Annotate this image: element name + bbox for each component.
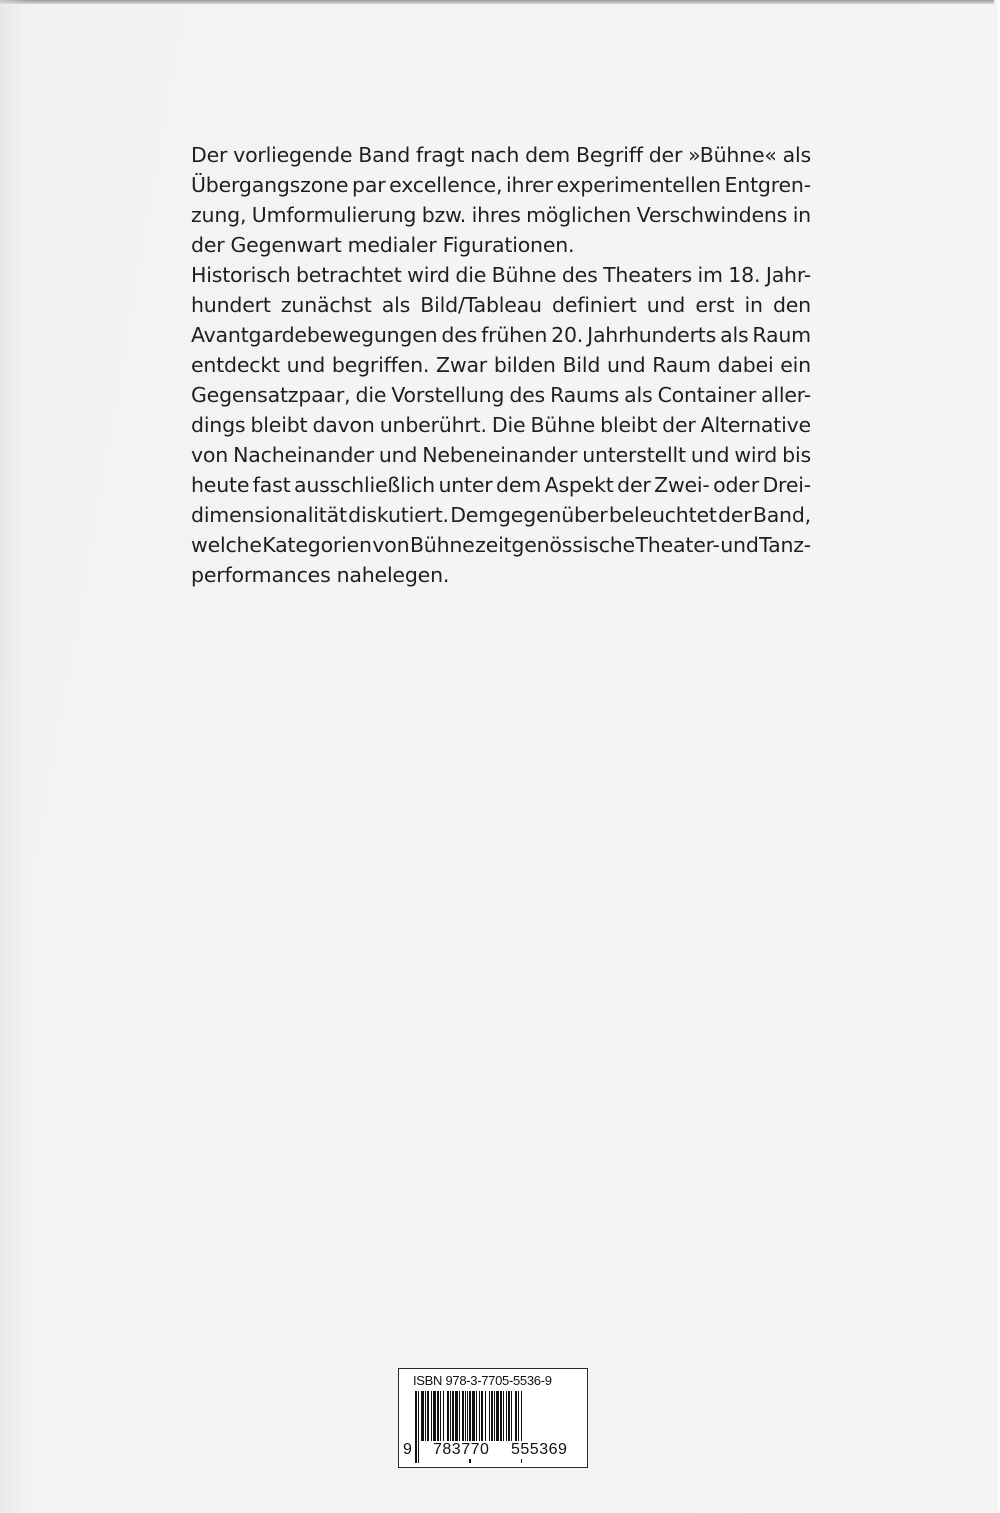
blurb-word: bleibt bbox=[600, 413, 658, 437]
blurb-word: diskutiert. bbox=[348, 503, 449, 527]
barcode-bar bbox=[425, 1391, 426, 1441]
blurb-word: und bbox=[690, 443, 730, 467]
blurb-word: Bild/Tableau bbox=[420, 293, 542, 317]
blurb-word: dabei bbox=[717, 353, 774, 377]
blurb-word: der bbox=[662, 413, 696, 437]
blurb-word: der bbox=[617, 473, 651, 497]
blurb-word: vorliegende bbox=[233, 143, 353, 167]
blurb-word: Aspekt bbox=[544, 473, 614, 497]
blurb-word: und bbox=[378, 443, 418, 467]
blurb-line bbox=[191, 140, 811, 170]
barcode-bar bbox=[494, 1391, 495, 1441]
blurb-word: von bbox=[372, 533, 410, 557]
blurb-word: Tanz- bbox=[759, 533, 811, 557]
blurb-word: unberührt. bbox=[379, 413, 487, 437]
barcode-bar bbox=[440, 1391, 441, 1441]
blurb-line bbox=[191, 320, 811, 350]
blurb-line bbox=[191, 230, 811, 260]
blurb-line bbox=[191, 470, 811, 500]
blurb-word: Kategorien bbox=[262, 533, 372, 557]
blurb-word: der bbox=[191, 233, 225, 257]
blurb-word: nahelegen. bbox=[336, 563, 450, 587]
blurb-word: experimentellen bbox=[556, 173, 721, 197]
blurb-line bbox=[191, 260, 811, 290]
blurb-word: Bühne bbox=[530, 413, 596, 437]
blurb-word: wird bbox=[734, 443, 778, 467]
barcode-bar bbox=[503, 1391, 504, 1441]
blurb-word: Raum bbox=[652, 353, 711, 377]
barcode-bar bbox=[462, 1391, 464, 1441]
blurb-word: in bbox=[744, 293, 763, 317]
barcode-bar bbox=[437, 1391, 439, 1441]
blurb-word: dem bbox=[525, 143, 571, 167]
blurb-word: erst bbox=[695, 293, 735, 317]
blurb-word: als bbox=[720, 323, 749, 347]
blurb-word: nach bbox=[470, 143, 520, 167]
blurb-word: dem bbox=[496, 473, 542, 497]
blurb-word: der bbox=[718, 503, 752, 527]
blurb-word: Drei- bbox=[762, 473, 811, 497]
blurb-word: ausschließlich bbox=[293, 473, 435, 497]
blurb-word: beleuchtet bbox=[608, 503, 717, 527]
blurb-word: Übergangszone bbox=[191, 173, 349, 197]
blurb-line bbox=[191, 290, 811, 320]
blurb-word: bzw. bbox=[421, 203, 467, 227]
blurb-word: Die bbox=[491, 413, 526, 437]
blurb-word: betrachtet bbox=[295, 263, 402, 287]
blurb-word: und bbox=[646, 293, 686, 317]
blurb-word: Alternative bbox=[700, 413, 811, 437]
blurb-word: Band bbox=[358, 143, 411, 167]
blurb-word: »Bühne« bbox=[688, 143, 777, 167]
blurb-word: entdeckt bbox=[191, 353, 280, 377]
blurb-word: bleibt bbox=[250, 413, 308, 437]
barcode-bar bbox=[431, 1391, 432, 1441]
barcode-bar bbox=[452, 1391, 454, 1441]
barcode-bar bbox=[481, 1391, 483, 1441]
cover-right-edge bbox=[994, 0, 1000, 1513]
blurb-word: ihres bbox=[471, 203, 521, 227]
barcode-bar bbox=[485, 1391, 486, 1441]
blurb-line bbox=[191, 170, 811, 200]
blurb-word: als bbox=[381, 293, 411, 317]
barcode-bar bbox=[500, 1391, 502, 1441]
blurb-line bbox=[191, 530, 811, 560]
blurb-word: Raum bbox=[752, 323, 811, 347]
blurb-word: 18. bbox=[728, 263, 761, 287]
back-cover-blurb bbox=[191, 140, 811, 590]
blurb-word: des bbox=[509, 383, 546, 407]
blurb-word: Bühne bbox=[491, 263, 557, 287]
barcode-bar bbox=[511, 1391, 512, 1441]
cover-left-shading bbox=[0, 0, 28, 1513]
blurb-line bbox=[191, 350, 811, 380]
blurb-word: Begriff bbox=[575, 143, 643, 167]
barcode-bar bbox=[459, 1391, 460, 1441]
blurb-word: Der bbox=[191, 143, 228, 167]
barcode-bar bbox=[506, 1391, 507, 1441]
cover-top-edge bbox=[0, 0, 1000, 4]
blurb-word: heute bbox=[191, 473, 250, 497]
blurb-word: Demgegenüber bbox=[450, 503, 608, 527]
blurb-word: ein bbox=[780, 353, 811, 377]
barcode-bar bbox=[496, 1391, 499, 1441]
barcode-bar bbox=[415, 1391, 417, 1463]
blurb-word: Vorstellung bbox=[391, 383, 505, 407]
barcode-bar bbox=[455, 1391, 458, 1441]
blurb-word: hundert bbox=[191, 293, 271, 317]
blurb-word: unter bbox=[438, 473, 493, 497]
blurb-word: zung, bbox=[191, 203, 247, 227]
blurb-word: oder bbox=[713, 473, 759, 497]
blurb-word: Bühne bbox=[409, 533, 475, 557]
blurb-word: ihrer bbox=[506, 173, 553, 197]
barcode-bar bbox=[421, 1391, 424, 1441]
blurb-word: Verschwindens bbox=[636, 203, 788, 227]
blurb-word: des bbox=[441, 323, 478, 347]
blurb-line bbox=[191, 410, 811, 440]
blurb-word: Avantgardebewegungen bbox=[191, 323, 438, 347]
blurb-word: Historisch bbox=[191, 263, 291, 287]
barcode-bar bbox=[433, 1391, 436, 1441]
blurb-word: als bbox=[782, 143, 811, 167]
barcode-left-digits: 783770 bbox=[433, 1441, 490, 1458]
blurb-word: Raums bbox=[550, 383, 620, 407]
blurb-word: Figurationen. bbox=[442, 233, 575, 257]
barcode-bar bbox=[427, 1391, 429, 1441]
blurb-word: des bbox=[561, 263, 598, 287]
blurb-word: fragt bbox=[415, 143, 465, 167]
blurb-line bbox=[191, 500, 811, 530]
barcode-first-digit: 9 bbox=[403, 1441, 412, 1458]
blurb-word: in bbox=[792, 203, 811, 227]
blurb-word: Container bbox=[657, 383, 756, 407]
barcode-bar bbox=[450, 1391, 451, 1441]
blurb-word: aller- bbox=[761, 383, 811, 407]
blurb-word: und bbox=[720, 533, 759, 557]
isbn-barcode-label bbox=[398, 1368, 588, 1468]
blurb-word: davon bbox=[312, 413, 375, 437]
blurb-word: Zwar bbox=[436, 353, 488, 377]
blurb-word: Bild bbox=[562, 353, 601, 377]
blurb-word: zeitgenössische bbox=[475, 533, 635, 557]
blurb-word: bis bbox=[782, 443, 811, 467]
blurb-word: Entgren- bbox=[724, 173, 811, 197]
barcode-bar bbox=[491, 1391, 493, 1441]
barcode-bar bbox=[467, 1391, 468, 1441]
blurb-word: zunächst bbox=[280, 293, 372, 317]
barcode-bar bbox=[465, 1391, 466, 1441]
blurb-line bbox=[191, 380, 811, 410]
barcode-right-digits: 555369 bbox=[511, 1441, 568, 1458]
blurb-word: bilden bbox=[493, 353, 556, 377]
barcode-bar bbox=[479, 1391, 480, 1441]
isbn-number: ISBN 978-3-7705-5536-9 bbox=[413, 1373, 552, 1388]
barcode-bar bbox=[515, 1391, 517, 1441]
blurb-word: Theaters bbox=[603, 263, 692, 287]
blurb-word: und bbox=[606, 353, 646, 377]
blurb-word: Nebeneinander bbox=[422, 443, 578, 467]
barcode-bar bbox=[508, 1391, 510, 1441]
blurb-line bbox=[191, 440, 811, 470]
barcode-bar bbox=[418, 1391, 419, 1463]
blurb-word: unterstellt bbox=[582, 443, 686, 467]
blurb-word: und bbox=[286, 353, 326, 377]
blurb-word: die bbox=[455, 263, 487, 287]
barcode-bar bbox=[518, 1391, 519, 1441]
blurb-word: Gegensatzpaar, bbox=[191, 383, 351, 407]
barcode-bar bbox=[447, 1391, 449, 1441]
blurb-word: fast bbox=[252, 473, 291, 497]
blurb-word: den bbox=[772, 293, 811, 317]
blurb-word: 20. bbox=[551, 323, 584, 347]
blurb-word: dimensionalität bbox=[191, 503, 347, 527]
blurb-word: als bbox=[624, 383, 653, 407]
blurb-word: excellence, bbox=[389, 173, 503, 197]
blurb-word: frühen bbox=[481, 323, 548, 347]
blurb-word: im bbox=[697, 263, 723, 287]
blurb-word: welche bbox=[191, 533, 262, 557]
blurb-word: Jahr- bbox=[765, 263, 811, 287]
blurb-word: Theater- bbox=[635, 533, 720, 557]
blurb-word: wird bbox=[407, 263, 450, 287]
blurb-word: begriffen. bbox=[331, 353, 430, 377]
blurb-word: Band, bbox=[752, 503, 811, 527]
blurb-word: Nacheinander bbox=[233, 443, 374, 467]
blurb-word: Jahrhunderts bbox=[587, 323, 717, 347]
blurb-word: definiert bbox=[552, 293, 637, 317]
blurb-word: par bbox=[352, 173, 386, 197]
barcode-bar bbox=[476, 1391, 477, 1441]
blurb-word: medialer bbox=[347, 233, 437, 257]
blurb-word: Umformulierung bbox=[251, 203, 417, 227]
blurb-word: von bbox=[191, 443, 229, 467]
barcode-bar bbox=[472, 1391, 475, 1441]
blurb-word: die bbox=[355, 383, 387, 407]
blurb-word: Zwei- bbox=[654, 473, 710, 497]
blurb-word: Gegenwart bbox=[230, 233, 342, 257]
barcode-bar bbox=[489, 1391, 490, 1441]
blurb-word: dings bbox=[191, 413, 246, 437]
blurb-line bbox=[191, 200, 811, 230]
blurb-word: der bbox=[648, 143, 683, 167]
blurb-line bbox=[191, 560, 811, 590]
barcode-bar bbox=[443, 1391, 444, 1441]
blurb-word: performances bbox=[191, 563, 331, 587]
blurb-word: möglichen bbox=[526, 203, 632, 227]
